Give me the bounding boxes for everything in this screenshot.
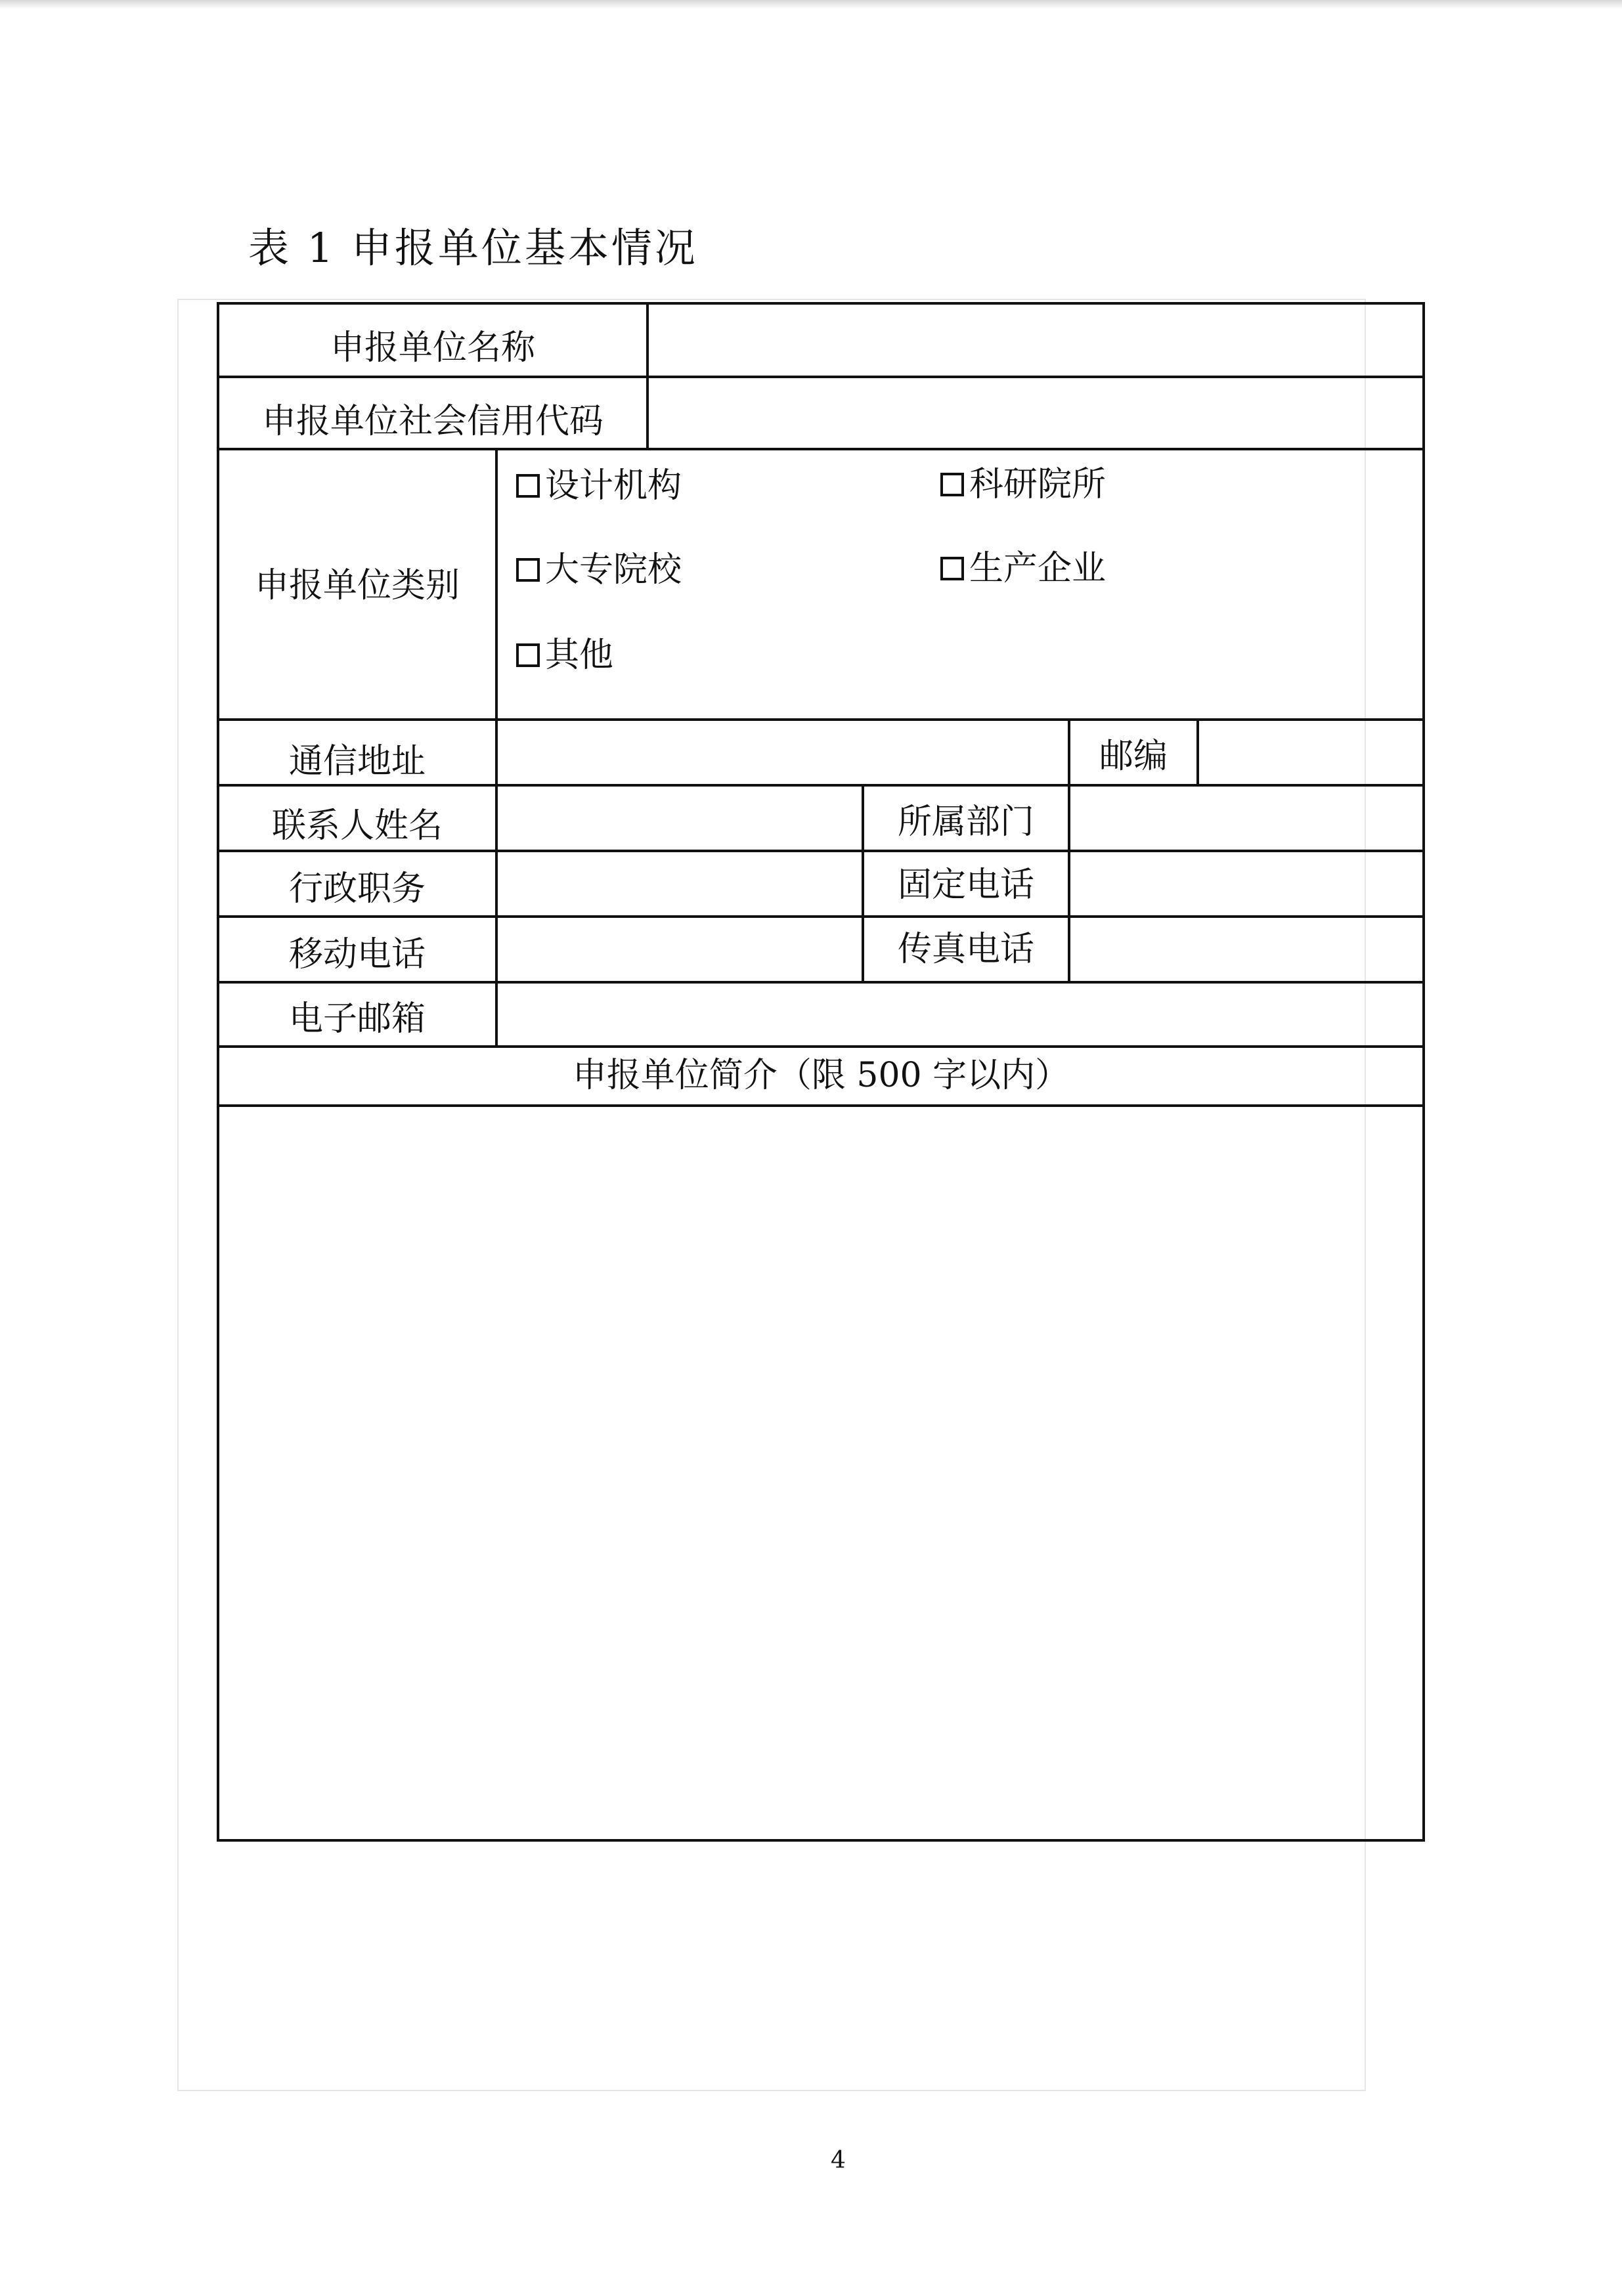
- category-option-other[interactable]: [516, 636, 614, 675]
- category-option-label: 设计机构: [545, 466, 682, 506]
- checkbox-icon[interactable]: [940, 473, 964, 496]
- category-option-research-institute[interactable]: [940, 467, 1106, 502]
- mobile-field[interactable]: [498, 918, 862, 981]
- contact-name-label: 联系人姓名: [271, 806, 443, 846]
- rule-row-2: [219, 448, 1422, 450]
- landline-label: 固定电话: [897, 865, 1034, 905]
- category-label: 申报单位类别: [254, 566, 460, 605]
- unit-info-form-table: [217, 302, 1425, 1842]
- page-number: 4: [831, 2147, 846, 2174]
- rule-row-8: [219, 1045, 1422, 1048]
- checkbox-icon[interactable]: [940, 557, 964, 580]
- address-field[interactable]: [498, 721, 1068, 784]
- category-option-label: 其他: [545, 636, 614, 675]
- checkbox-icon[interactable]: [516, 474, 540, 498]
- fax-field[interactable]: [1070, 918, 1422, 981]
- position-field[interactable]: [498, 852, 862, 915]
- category-option-college[interactable]: [516, 550, 682, 590]
- mobile-label: 移动电话: [288, 935, 426, 974]
- email-label: 电子邮箱: [288, 999, 426, 1039]
- department-label: 所属部门: [897, 802, 1034, 842]
- category-option-label: 生产企业: [969, 549, 1107, 588]
- checkbox-icon[interactable]: [516, 643, 540, 667]
- category-option-label: 大专院校: [545, 550, 682, 590]
- unit-name-label: 申报单位名称: [330, 328, 535, 368]
- category-option-manufacturer[interactable]: [940, 549, 1107, 588]
- landline-field[interactable]: [1070, 852, 1422, 915]
- checkbox-icon[interactable]: [516, 558, 540, 582]
- intro-text-area[interactable]: [219, 1107, 1422, 1839]
- contact-name-field[interactable]: [498, 787, 862, 850]
- unit-name-field[interactable]: [649, 305, 1422, 376]
- email-field[interactable]: [498, 984, 1422, 1045]
- position-label: 行政职务: [288, 869, 426, 909]
- postcode-label: 邮编: [1099, 737, 1168, 776]
- page-top-edge: [0, 0, 1622, 9]
- address-label: 通信地址: [288, 742, 426, 781]
- postcode-field[interactable]: [1199, 721, 1422, 784]
- credit-code-label: 申报单位社会信用代码: [261, 402, 603, 441]
- fax-label: 传真电话: [897, 930, 1034, 969]
- document-title: 表 1 申报单位基本情况: [248, 224, 698, 272]
- category-option-design-agency[interactable]: [516, 466, 682, 506]
- category-option-label: 科研院所: [969, 465, 1107, 504]
- department-field[interactable]: [1070, 787, 1422, 850]
- intro-label: 申报单位简介（限 500 字以内）: [572, 1056, 1070, 1095]
- credit-code-field[interactable]: [649, 378, 1422, 448]
